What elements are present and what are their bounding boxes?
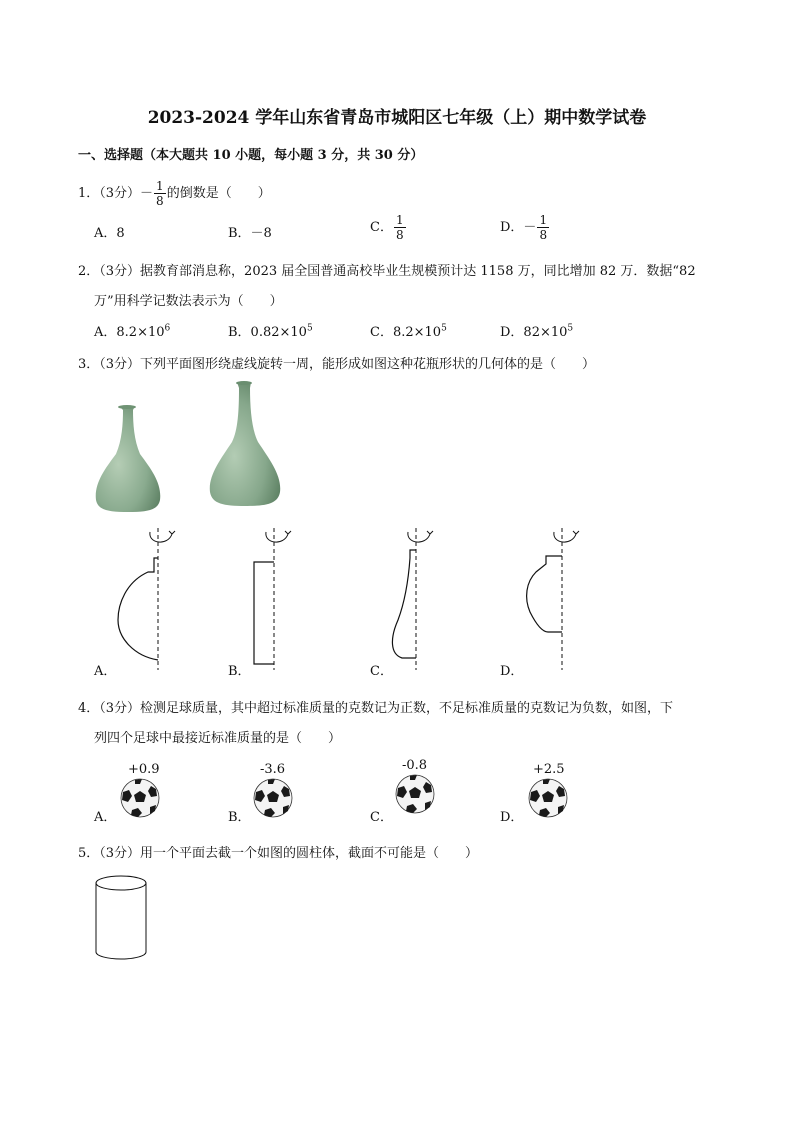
football-icon-b — [253, 778, 293, 818]
q2-option-d — [500, 321, 573, 340]
question-3: 3．（3分）下列平面图形绕虚线旋转一周，能形成如图这种花瓶形状的几何体的是（ ） — [78, 357, 596, 372]
q2-option-a-exponent: 6 — [164, 323, 171, 334]
q2-option-b — [228, 321, 313, 340]
q3-label-b: B． — [228, 664, 251, 679]
cylinder-figure — [94, 874, 150, 964]
q1-option-d-prefix: D．－ — [500, 220, 537, 235]
q1-option-c-fraction — [394, 214, 406, 241]
section-heading: 一、选择题（本大题共 10 小题，每小题 3 分，共 30 分） — [78, 148, 424, 163]
vase-image-small — [92, 404, 164, 514]
ball-b-value: -3.6 — [260, 762, 286, 777]
question-4-line-1: 4．（3分）检测足球质量，其中超过标准质量的克数记为正数，不足标准质量的克数记为负数，如图，下 — [78, 701, 674, 716]
question-4-line-2: 列四个足球中最接近标准质量的是（ ） — [94, 731, 342, 746]
figure-option-c — [384, 528, 464, 673]
q1-option-c-numerator: 1 — [395, 213, 404, 227]
q1-option-a: A．8 — [94, 226, 125, 241]
question-1 — [78, 180, 271, 207]
football-icon-d — [528, 778, 568, 818]
q2-option-a — [94, 321, 170, 340]
q1-option-c — [370, 214, 407, 241]
q2-option-c-base: C．8.2×10 — [370, 325, 442, 340]
ball-c-value: -0.8 — [402, 758, 428, 773]
q2-option-c — [370, 321, 447, 340]
q1-option-b: B．－8 — [228, 226, 272, 241]
q2-option-d-base: D．82×10 — [500, 325, 568, 340]
q1-option-d-fraction — [537, 214, 549, 241]
figure-option-b — [244, 528, 324, 673]
q1-fraction-numerator: 1 — [156, 179, 164, 193]
q1-suffix: 的倒数是（ ） — [166, 186, 271, 201]
q4-label-b: B． — [228, 810, 251, 825]
q4-label-a: A． — [94, 810, 117, 825]
q1-option-c-denominator: 8 — [395, 228, 404, 242]
q1-fraction-denominator: 8 — [156, 194, 164, 208]
page-title: 2023-2024 学年山东省青岛市城阳区七年级（上）期中数学试卷 — [147, 108, 647, 128]
question-2-line-1: 2．（3分）据教育部消息称，2023 届全国普通高校毕业生规模预计达 1158 万，同比增加 82 万．数据“82 — [78, 264, 696, 279]
q1-option-c-prefix: C． — [370, 220, 393, 235]
football-icon-a — [120, 778, 160, 818]
q1-option-d — [500, 214, 550, 241]
question-2-line-2: 万”用科学记数法表示为（ ） — [94, 294, 283, 309]
q2-option-c-exponent: 5 — [441, 323, 447, 334]
q1-prefix: 1．（3分）－ — [78, 186, 154, 201]
q3-label-c: C． — [370, 664, 393, 679]
q1-option-d-numerator: 1 — [539, 213, 548, 227]
q2-option-a-base: A．8.2×10 — [94, 325, 165, 340]
question-5: 5．（3分）用一个平面去截一个如图的圆柱体，截面不可能是（ ） — [78, 846, 479, 861]
q3-label-d: D． — [500, 664, 524, 679]
football-icon-c — [395, 774, 435, 814]
q2-option-b-exponent: 5 — [306, 323, 313, 334]
vase-image-large — [206, 380, 284, 510]
q1-fraction — [154, 180, 166, 207]
ball-a-value: +0.9 — [128, 762, 160, 777]
q3-label-a: A． — [94, 664, 117, 679]
q2-option-d-exponent: 5 — [567, 323, 574, 334]
q1-option-d-denominator: 8 — [539, 228, 548, 242]
q4-label-d: D． — [500, 810, 524, 825]
q4-label-c: C． — [370, 810, 393, 825]
figure-option-d — [518, 528, 598, 673]
q2-option-b-base: B．0.82×10 — [228, 325, 307, 340]
figure-option-a — [110, 528, 190, 673]
ball-d-value: +2.5 — [533, 762, 565, 777]
